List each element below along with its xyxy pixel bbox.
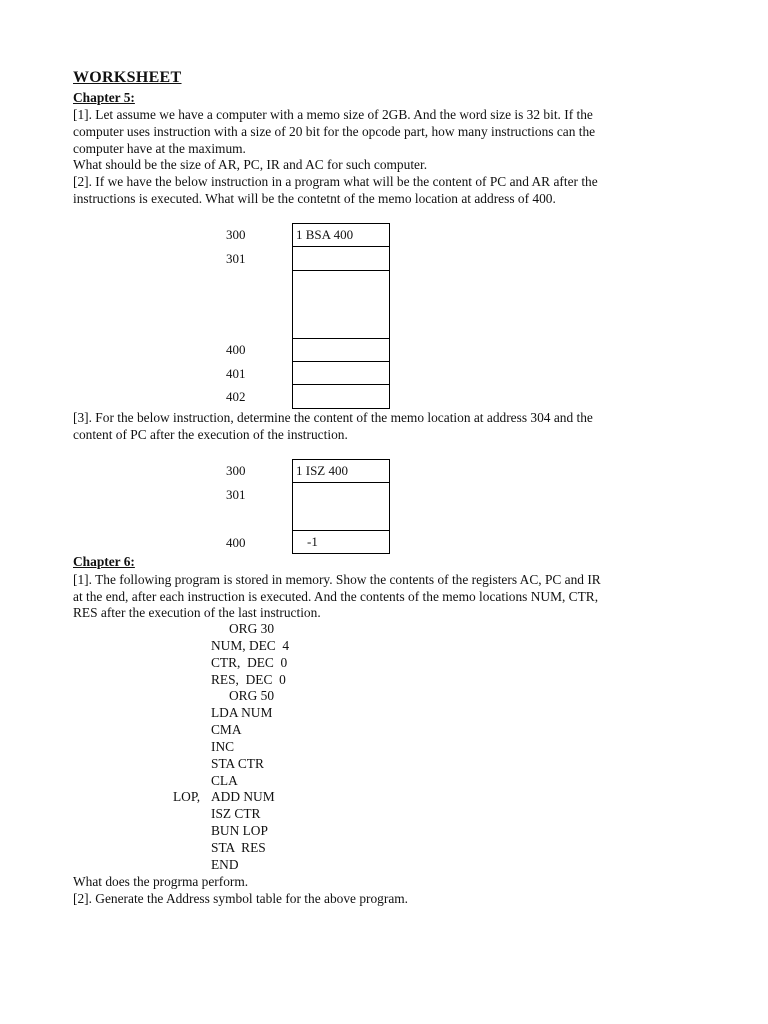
chapter-5-heading: Chapter 5: [73, 90, 135, 105]
program-bun: BUN LOP [211, 823, 268, 838]
program-isz: ISZ CTR [211, 806, 261, 821]
mem1-cell-gap [292, 270, 390, 339]
mem1-address-400: 400 [226, 342, 246, 357]
program-org-50: ORG 50 [229, 688, 275, 703]
mem1-address-301: 301 [226, 251, 246, 266]
program-num: NUM, DEC 4 [211, 638, 290, 653]
ch5-q1-line-3: computer have at the maximum. [73, 141, 246, 156]
mem2-address-400: 400 [226, 535, 246, 550]
chapter-6-heading: Chapter 6: [73, 554, 135, 569]
ch5-q1-line-4: What should be the size of AR, PC, IR and AC for such computer. [73, 157, 428, 172]
mem1-cell-402 [292, 384, 390, 409]
mem1-cell-300: 1 BSA 400 [292, 223, 390, 247]
program-res: RES, DEC 0 [211, 672, 286, 687]
ch5-q3-line-2: content of PC after the execution of the instruction. [73, 427, 348, 442]
ch5-q1-line-1: [1]. Let assume we have a computer with a memo size of 2GB. And the word size is 32 bit. If the [73, 107, 593, 122]
mem2-cell-301 [292, 482, 390, 531]
mem2-address-301: 301 [226, 487, 246, 502]
ch6-question-perform: What does the progrma perform. [73, 874, 249, 889]
mem1-cell-400 [292, 338, 390, 362]
mem2-address-300: 300 [226, 463, 246, 478]
mem1-address-300: 300 [226, 227, 246, 242]
program-inc: INC [211, 739, 235, 754]
program-add: ADD NUM [211, 789, 275, 804]
ch5-q2-line-2: instructions is executed. What will be the contetnt of the memo location at address of 400. [73, 191, 556, 206]
mem1-cell-401 [292, 361, 390, 385]
ch5-q1-line-2: computer uses instruction with a size of 20 bit for the opcode part, how many instructions can the [73, 124, 596, 139]
page-title: WORKSHEET [73, 69, 182, 86]
ch5-q3-line-1: [3]. For the below instruction, determine the content of the memo location at address 304 and the [73, 410, 593, 425]
mem2-cell-300: 1 ISZ 400 [292, 459, 390, 483]
mem1-cell-301 [292, 246, 390, 271]
ch6-q1-line-2: at the end, after each instruction is executed. And the contents of the memo locations NUM, CTR, [73, 589, 599, 604]
program-ctr: CTR, DEC 0 [211, 655, 288, 670]
program-sta-ctr: STA CTR [211, 756, 264, 771]
ch6-question-2: [2]. Generate the Address symbol table for the above program. [73, 891, 409, 906]
program-sta-res: STA RES [211, 840, 266, 855]
ch6-q1-line-3: RES after the execution of the last instruction. [73, 605, 321, 620]
ch6-q1-line-1: [1]. The following program is stored in memory. Show the contents of the registers AC, PC and IR [73, 572, 601, 587]
mem1-address-401: 401 [226, 366, 246, 381]
program-lda: LDA NUM [211, 705, 273, 720]
mem2-cell-400: -1 [292, 530, 390, 554]
program-org-30: ORG 30 [229, 621, 275, 636]
program-lop-label: LOP, [173, 789, 201, 804]
program-cla: CLA [211, 773, 238, 788]
mem1-address-402: 402 [226, 389, 246, 404]
program-cma: CMA [211, 722, 242, 737]
program-end: END [211, 857, 239, 872]
ch5-q2-line-1: [2]. If we have the below instruction in a program what will be the content of PC and AR after the [73, 174, 598, 189]
